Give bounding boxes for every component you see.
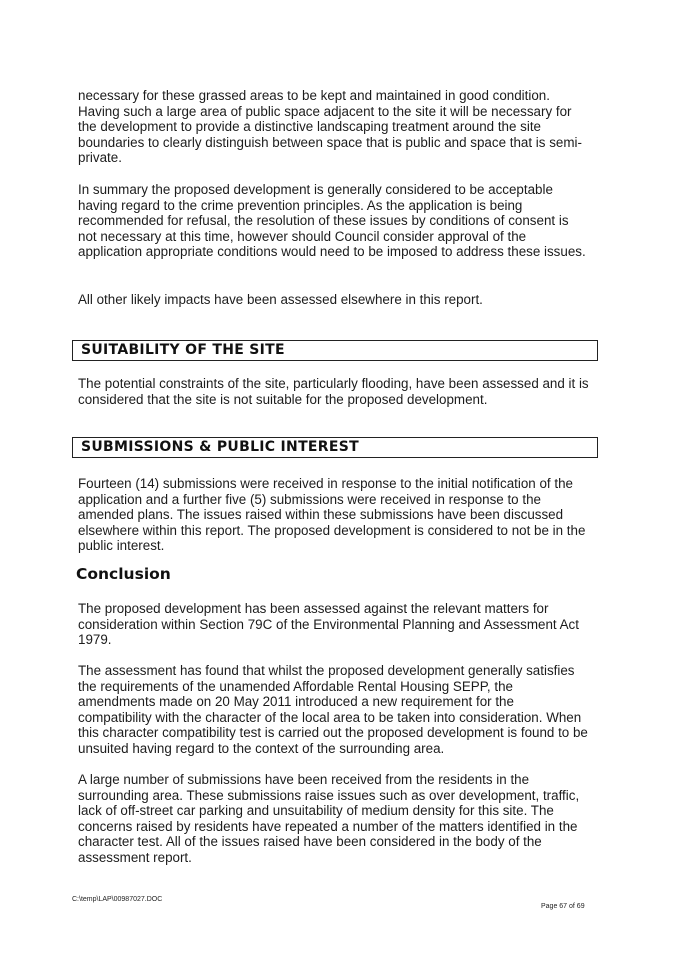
- paragraph-other-impacts: All other likely impacts have been assessed elsewhere in this report.: [78, 292, 483, 307]
- paragraph-character-test: The assessment has found that whilst the proposed development generally satisfies the requirements of the unamended Affordable Rental Housing SEPP, the amendments made on 20 May 2011 introduced a new requirement for the compatibility with the character of the local area to be taken into consideration. When this character compatibility test is carried out the proposed development is found to be unsuited having regard to the context of the surrounding area.: [78, 663, 588, 756]
- section-header-suitability: [72, 340, 598, 361]
- footer-file-path: C:\temp\LAP\00987027.DOC: [72, 896, 163, 903]
- section-rule: [73, 437, 597, 438]
- section-rule: [73, 340, 597, 341]
- paragraph-submissions: Fourteen (14) submissions were received in response to the initial notification of the application and a further five (5) submissions were received in response to the amended plans. The issues raised within these submissions have been discussed elsewhere within this report. The proposed development is considered to not be in the public interest.: [78, 476, 586, 554]
- paragraph-resident-submissions: A large number of submissions have been received from the residents in the surrounding area. These submissions raise issues such as over development, traffic, lack of off-street car parking and unsuitability of medium density for this site. The concerns raised by residents have repeated a number of the matters identified in the character test. All of the issues raised have been considered in the body of the assessment report.: [78, 772, 580, 865]
- paragraph-crime-prevention-summary: In summary the proposed development is generally considered to be acceptable having regard to the crime prevention principles. As the application is being recommended for refusal, the resolution of these issues by conditions of consent is not necessary at this time, however should Council consider approval of the application appropriate conditions would need to be imposed to address these issues.: [78, 182, 586, 260]
- paragraph-site-suitability: The potential constraints of the site, particularly flooding, have been assessed and it is considered that the site is not suitable for the proposed development.: [78, 376, 589, 407]
- section-title-suitability: SUITABILITY OF THE SITE: [81, 342, 289, 358]
- heading-conclusion: Conclusion: [76, 565, 171, 583]
- paragraph-grassed-areas: necessary for these grassed areas to be kept and maintained in good condition. Having such a large area of public space adjacent to the site it will be necessary for the development to provide a distinctive landscaping treatment around the site boundaries to clearly distinguish between space that is public and space that is semi-private.: [78, 88, 582, 166]
- section-title-submissions: SUBMISSIONS & PUBLIC INTEREST: [81, 439, 363, 455]
- section-header-submissions: [72, 437, 598, 458]
- paragraph-conclusion-assessment: The proposed development has been assessed against the relevant matters for consideration within Section 79C of the Environmental Planning and Assessment Act 1979.: [78, 601, 579, 648]
- footer-page-number: Page 67 of 69: [541, 903, 585, 910]
